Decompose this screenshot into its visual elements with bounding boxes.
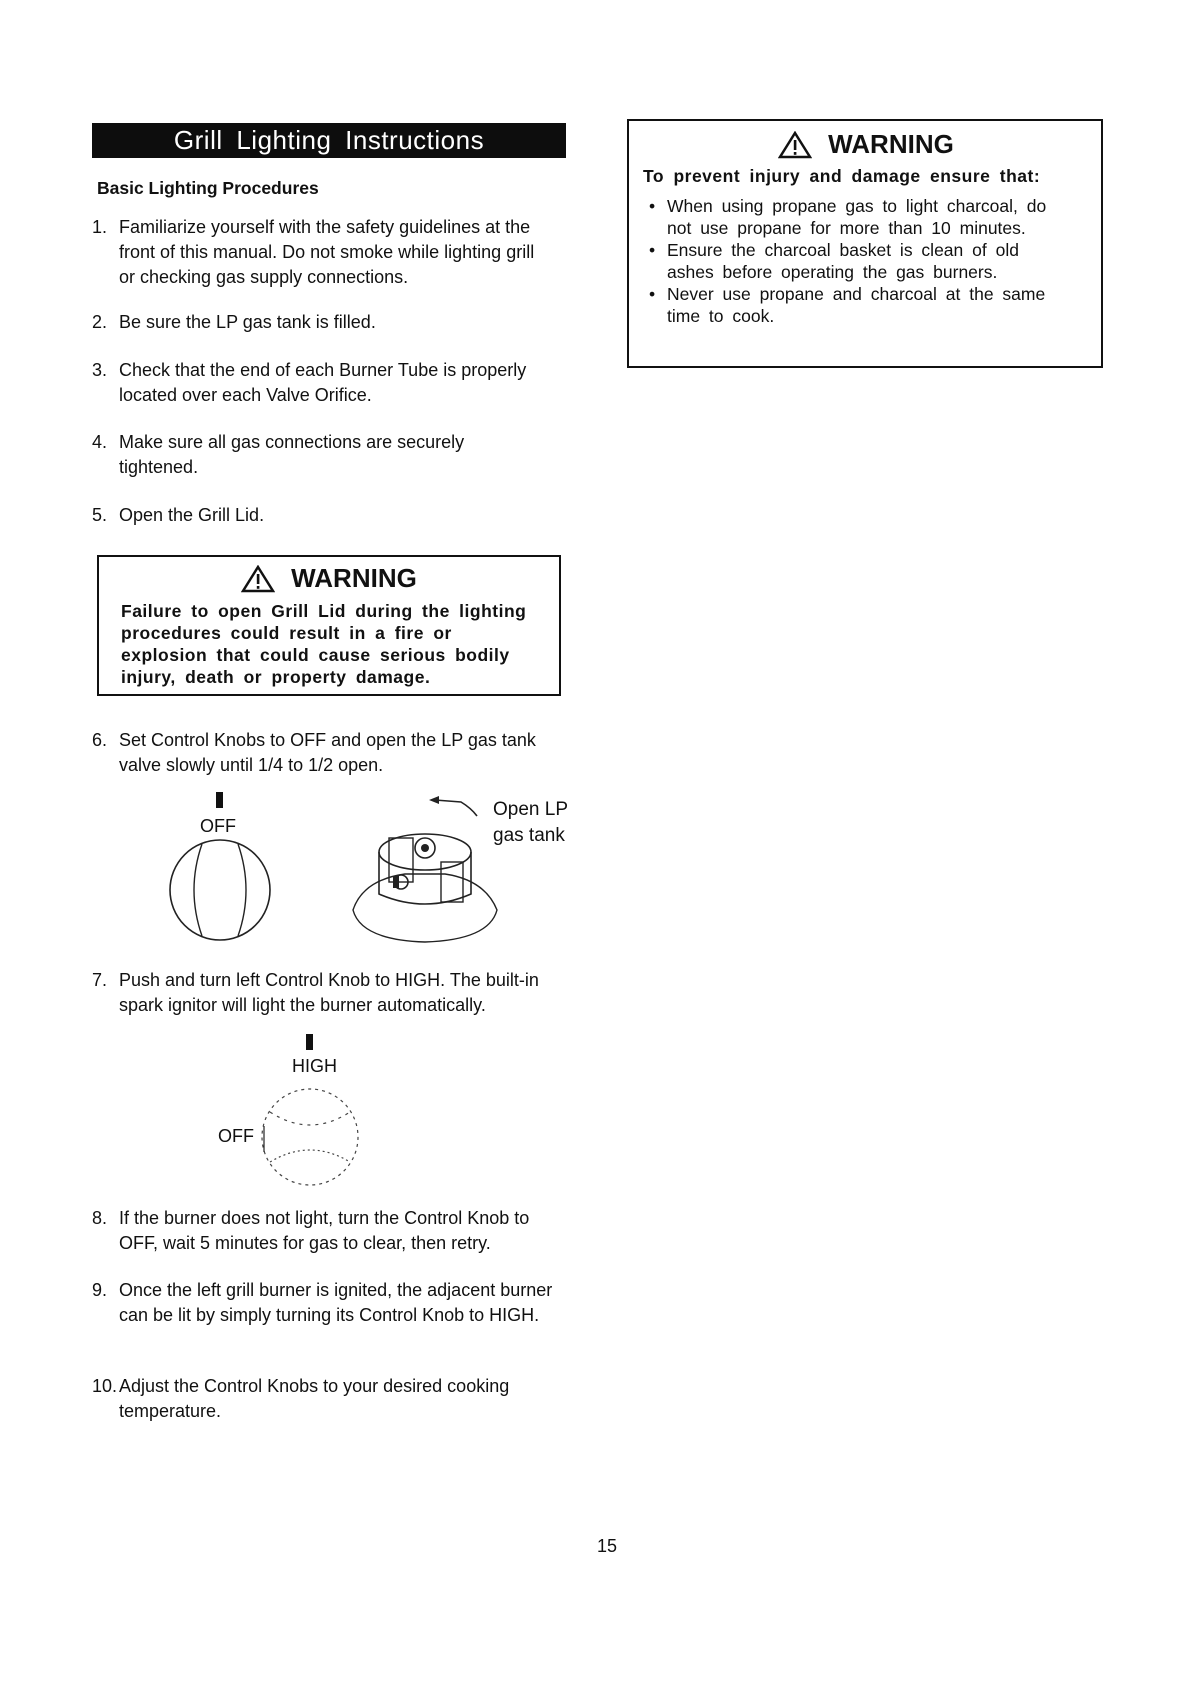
step-number: 4.: [92, 432, 108, 452]
step-number: 5.: [92, 505, 108, 525]
tank-label-line1: Open LP: [493, 799, 568, 820]
control-knob-off-icon: [150, 790, 290, 950]
figure-knob-high: [210, 1030, 410, 1190]
step-3: [92, 358, 582, 408]
warning-bullet-list: [647, 195, 1067, 327]
step-5: [92, 503, 582, 528]
step-number: 8.: [92, 1208, 108, 1228]
step-2: [92, 310, 582, 335]
warning-triangle-icon: [241, 565, 275, 593]
step-text: Set Control Knobs to OFF and open the LP gas tank valve slowly until 1/4 to 1/2 open.: [119, 730, 536, 775]
step-number: 3.: [92, 360, 108, 380]
high-label: HIGH: [292, 1056, 337, 1076]
section-title: Grill Lighting Instructions: [92, 123, 566, 158]
step-number: 9.: [92, 1280, 108, 1300]
step-text: If the burner does not light, turn the Control Knob to OFF, wait 5 minutes for gas to clear, then retry.: [119, 1208, 530, 1253]
step-7: [92, 968, 582, 1018]
step-text: Push and turn left Control Knob to HIGH. The built-in spark ignitor will light the burner automatically.: [119, 970, 539, 1015]
step-number: 2.: [92, 312, 108, 332]
tank-label-line2: gas tank: [493, 825, 565, 846]
control-knob-high-icon: [210, 1030, 410, 1190]
warning-heading: [647, 129, 1085, 160]
step-number: 10.: [92, 1376, 118, 1396]
open-lp-tank-label: [493, 797, 568, 849]
step-text: Make sure all gas connections are securely tightened.: [119, 432, 465, 477]
step-text: Adjust the Control Knobs to your desired cooking temperature.: [119, 1376, 510, 1421]
lp-tank-valve-icon: [345, 790, 505, 950]
warning-box-lid: [97, 555, 561, 696]
subheading: Basic Lighting Procedures: [97, 178, 319, 198]
warning-bullet: • Never use propane and charcoal at the same time to cook.: [647, 283, 1067, 327]
step-9: [92, 1278, 582, 1328]
warning-box-propane: [627, 119, 1103, 368]
step-text: Be sure the LP gas tank is filled.: [119, 312, 376, 332]
warning-bullet: • When using propane gas to light charcoal, do not use propane for more than 10 minutes.: [647, 195, 1067, 239]
step-6: [92, 728, 582, 778]
step-number: 7.: [92, 970, 108, 990]
step-text: Open the Grill Lid.: [119, 505, 265, 525]
figure-knob-off-and-tank: [150, 790, 600, 950]
warning-intro: To prevent injury and damage ensure that:: [643, 166, 1041, 186]
step-4: [92, 430, 582, 480]
step-text: Check that the end of each Burner Tube is properly located over each Valve Orifice.: [119, 360, 527, 405]
warning-heading-text: WARNING: [291, 563, 417, 593]
warning-heading: [121, 563, 537, 594]
step-1: [92, 215, 582, 290]
step-10: [92, 1374, 582, 1424]
step-number: 1.: [92, 217, 108, 237]
step-text: Once the left grill burner is ignited, the adjacent burner can be lit by simply turning its Control Knob to HIGH.: [119, 1280, 553, 1325]
warning-triangle-icon: [778, 131, 812, 159]
off-label: OFF: [200, 816, 236, 836]
step-8: [92, 1206, 582, 1256]
page-number: 15: [597, 1536, 618, 1556]
warning-heading-text: WARNING: [828, 129, 954, 159]
warning-text: Failure to open Grill Lid during the lighting procedures could result in a fire or explosion that could cause serious bodily injury, death or property damage.: [121, 601, 527, 687]
warning-bullet: • Ensure the charcoal basket is clean of old ashes before operating the gas burners.: [647, 239, 1067, 283]
step-number: 6.: [92, 730, 108, 750]
step-text: Familiarize yourself with the safety guidelines at the front of this manual. Do not smoke while lighting grill or checking gas supply connections.: [119, 217, 535, 287]
off-label: OFF: [218, 1126, 254, 1146]
